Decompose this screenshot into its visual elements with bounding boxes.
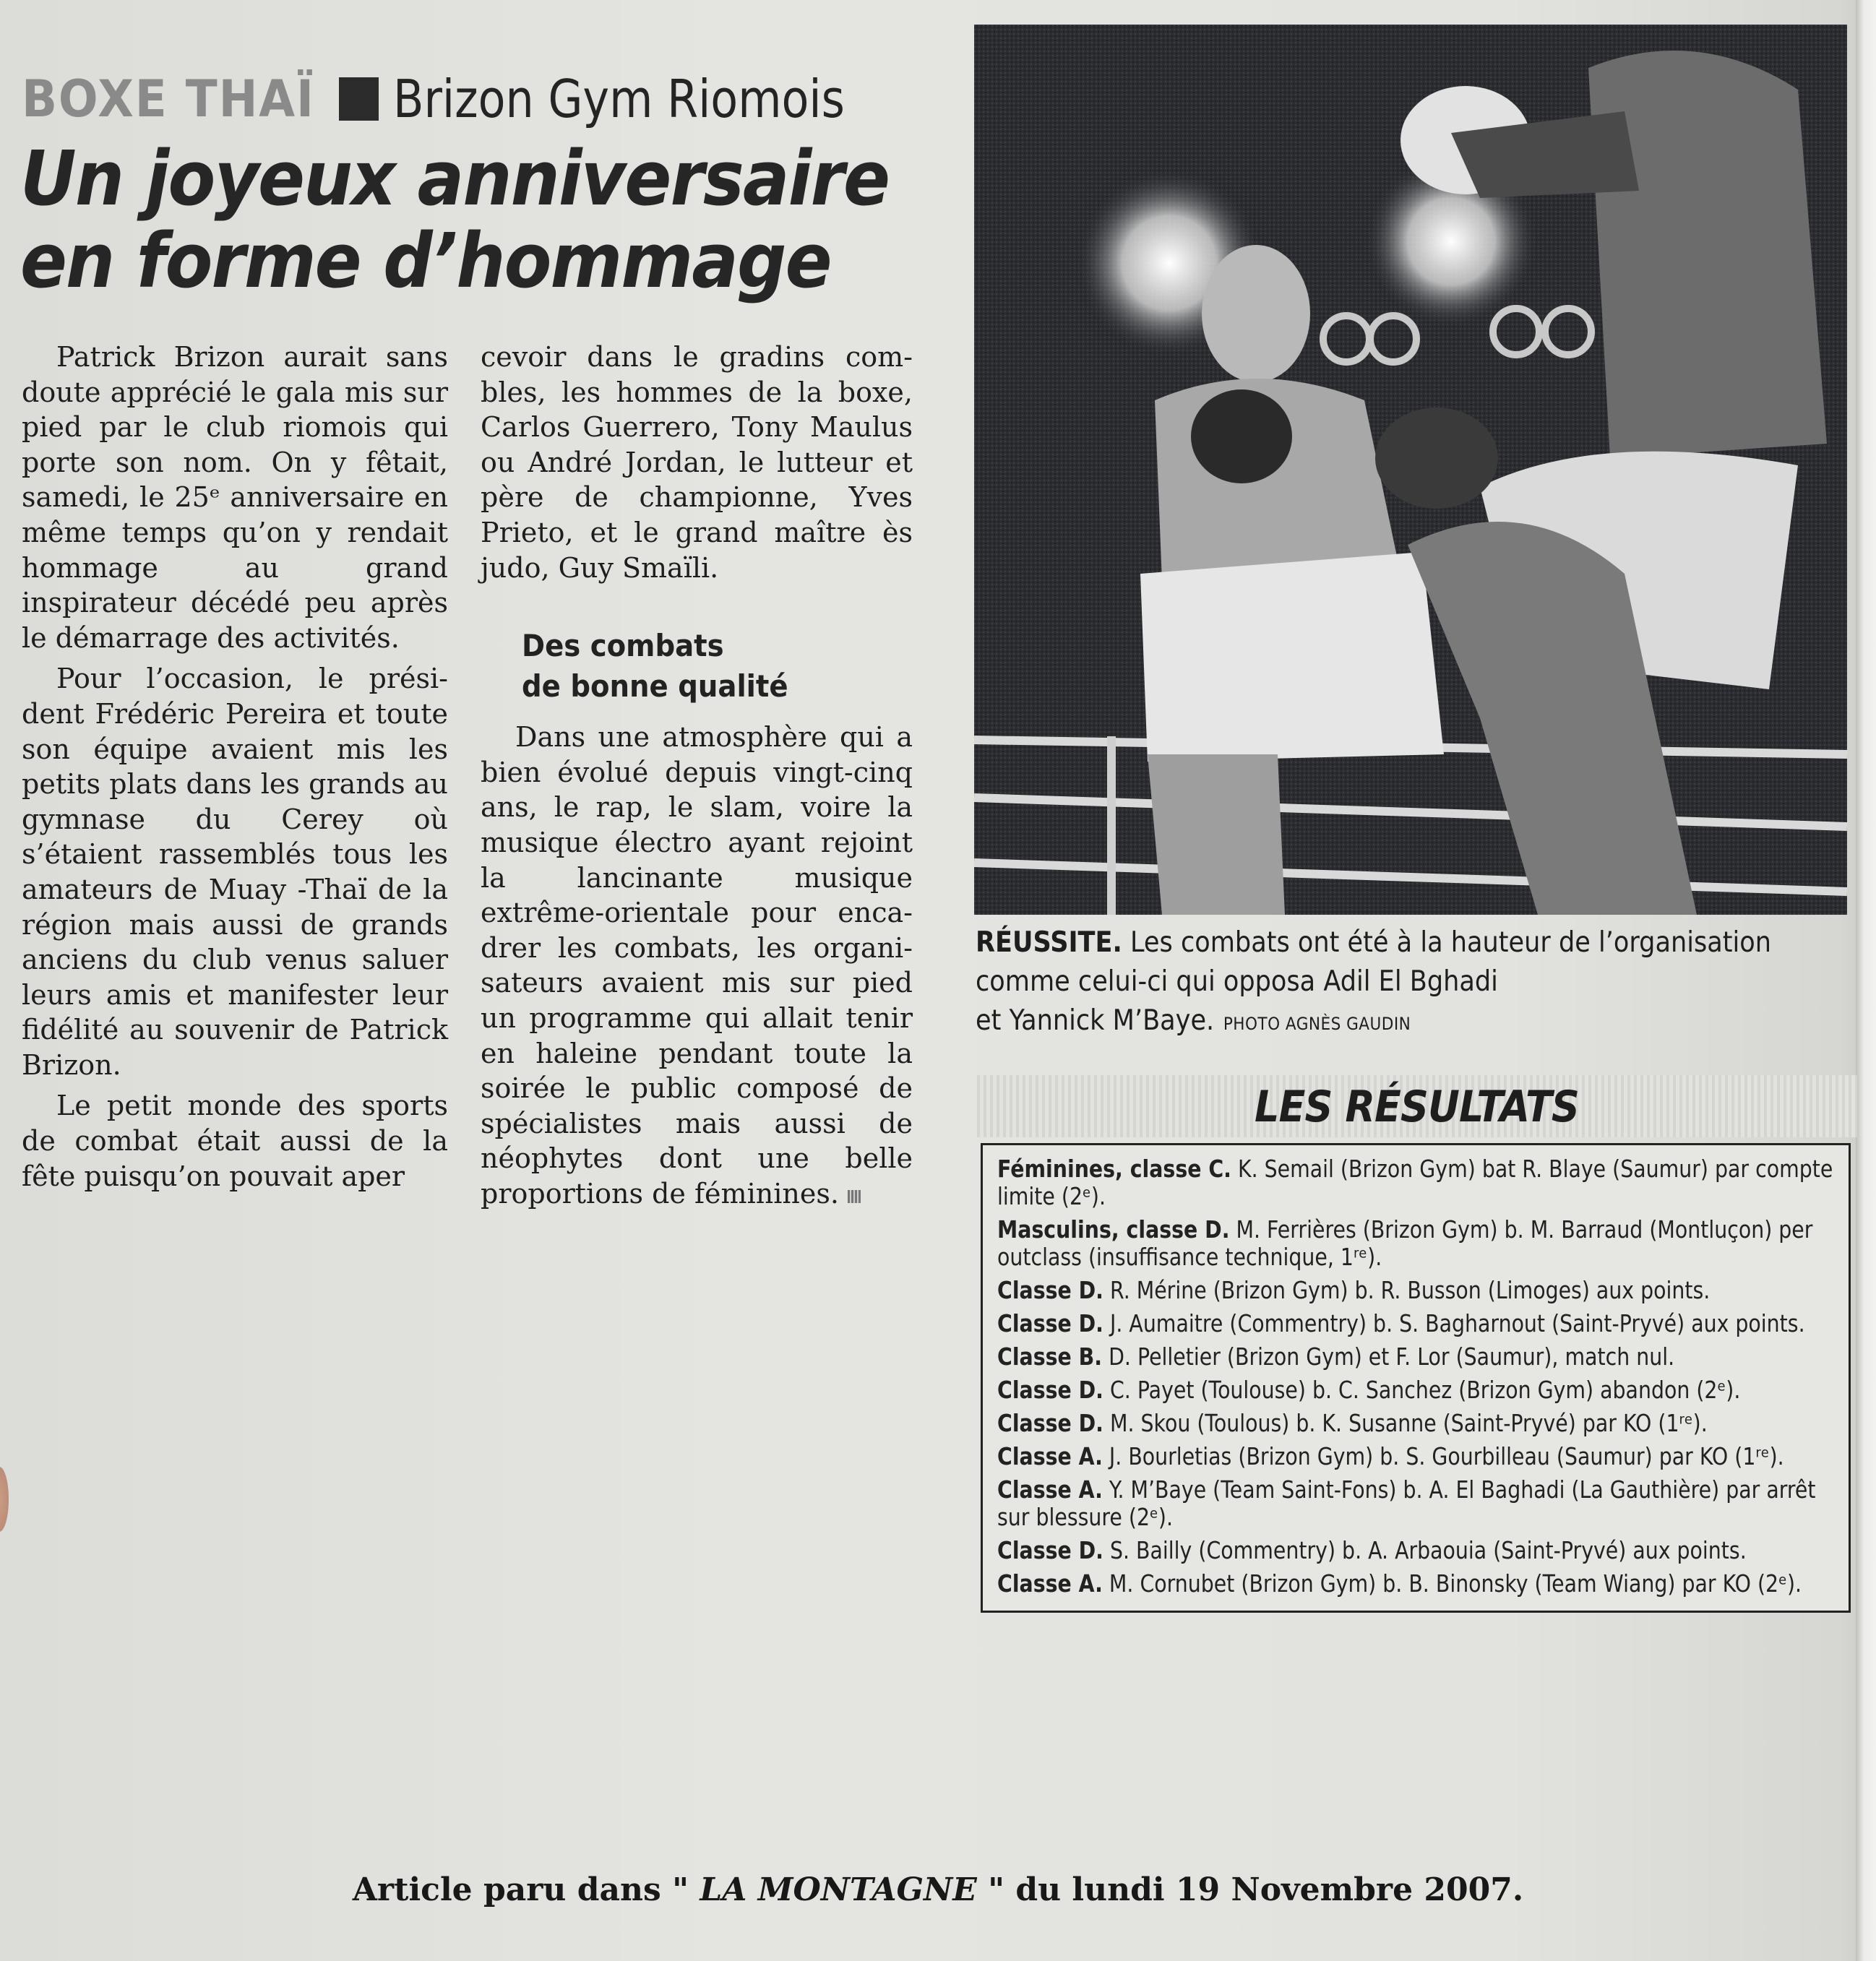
results-title (976, 1084, 1857, 1130)
rubric-label: BOXE THAÏ (22, 69, 315, 129)
paragraph: Le petit monde des sports de combat était aussi de la fête puisqu’on pouvait aper (22, 1090, 448, 1192)
result-class: Masculins, classe D. (997, 1215, 1230, 1244)
photo-credit: PHOTO AGNÈS GAUDIN (1223, 1014, 1411, 1034)
subheading-line-2: de bonne qualité (522, 668, 788, 704)
results-title-text: LES RÉSULTATS (1254, 1082, 1579, 1132)
result-class: Classe B. (997, 1342, 1103, 1371)
result-item (997, 1155, 1836, 1210)
result-item (997, 1537, 1836, 1564)
result-item (997, 1216, 1836, 1271)
paragraph: cevoir dans le gradins combles, les hommes de la boxe, Carlos Guerrero, Tony Maulus ou André Jordan, le lutteur et père de championne, Yves Prieto, et le grand maître ès judo, Guy Smaïli. (481, 341, 913, 584)
result-text: R. Mérine (Brizon Gym) b. R. Busson (Limoges) aux points. (1103, 1276, 1711, 1304)
subheading-line-1: Des combats (522, 628, 724, 664)
article-kicker (22, 66, 918, 132)
result-text: M. Ferrières (Brizon Gym) b. M. Barraud (Montluçon) per outclass (insuffisance technique, 1ʳᵉ). (997, 1215, 1813, 1271)
article-column-1 (22, 340, 448, 1199)
headline-line-2: en forme d’hommage (20, 217, 831, 305)
result-item (997, 1310, 1836, 1337)
result-item (997, 1570, 1836, 1598)
result-class: Classe A. (997, 1569, 1103, 1598)
photo-caption (976, 923, 1769, 1043)
headline-line-1: Un joyeux anniversaire (20, 134, 890, 223)
end-mark-icon (848, 1190, 861, 1203)
result-text: S. Bailly (Commentry) b. A. Arbaouia (Saint-Pryvé) aux points. (1103, 1536, 1747, 1564)
result-item (997, 1376, 1836, 1404)
result-item (997, 1277, 1836, 1304)
result-class: Classe A. (997, 1442, 1103, 1470)
photo-illustration (974, 25, 1847, 915)
result-text: K. Semail (Brizon Gym) bat R. Blaye (Saumur) par compte limite (2ᵉ). (997, 1155, 1833, 1210)
fingertip (0, 1467, 9, 1532)
fight-photo (974, 25, 1847, 915)
result-class: Classe D. (997, 1309, 1103, 1337)
caption-line-2: comme celui-ci qui opposa Adil El Bghadi (976, 965, 1498, 998)
paragraph-text: Dans une atmosphère qui a bien évolué depuis vingt-cinq ans, le rap, le slam, voire la musique électro ayant rejoint la lancinante musique extrême-orientale pour encadrer les combats, les organisateurs avaient mis sur pied un programme qui allait tenir en haleine pendant toute la soirée le public composé de spécialistes mais aussi de néophytes dont une belle proportions de féminines. (481, 721, 913, 1210)
page-fold-edge (1856, 0, 1876, 1961)
results-box (981, 1143, 1851, 1613)
footer-prefix: Article paru dans " (352, 1871, 700, 1908)
footer-suffix: " du lundi 19 Novembre 2007. (976, 1871, 1524, 1908)
caption-line-1: Les combats ont été à la hauteur de l’organisation (1130, 926, 1771, 959)
headline (20, 134, 890, 305)
result-item (997, 1410, 1836, 1437)
caption-line-3: et Yannick M’Baye. (976, 1004, 1215, 1037)
caption-lead: RÉUSSITE. (976, 926, 1122, 959)
result-item (997, 1443, 1836, 1470)
result-text: J. Bourletias (Brizon Gym) b. S. Gourbilleau (Saumur) par KO (1ʳᵉ). (1102, 1442, 1784, 1470)
result-class: Classe D. (997, 1276, 1103, 1304)
result-text: J. Aumaitre (Commentry) b. S. Bagharnout (Saint-Pryvé) aux points. (1103, 1309, 1805, 1337)
result-class: Classe D. (997, 1409, 1103, 1437)
result-text: D. Pelletier (Brizon Gym) et F. Lor (Saumur), match nul. (1102, 1342, 1675, 1371)
subheading (522, 626, 882, 707)
result-text: M. Cornubet (Brizon Gym) b. B. Binonsky (Team Wiang) par KO (2ᵉ). (1102, 1569, 1802, 1598)
paragraph: Pour l’occasion, le président Frédéric Pereira et toute son équipe avaient mis les petits plats dans les grands au gymnase du Cerey où s’étaient rassemblés tous les amateurs de Muay -Thaï de la région mais aussi de grands anciens du club venus saluer leurs amis et manifester leur fidélité au souvenir de Patrick Brizon. (22, 663, 448, 1081)
square-bullet-icon (339, 77, 379, 121)
result-class: Féminines, classe C. (997, 1155, 1231, 1183)
result-class: Classe D. (997, 1536, 1103, 1564)
club-name: Brizon Gym Riomois (393, 69, 845, 129)
result-class: Classe D. (997, 1376, 1103, 1404)
result-class: Classe A. (997, 1475, 1103, 1504)
result-item (997, 1476, 1836, 1531)
source-footer (0, 1871, 1876, 1908)
paragraph (481, 720, 913, 1211)
paragraph: Patrick Brizon aurait sans doute apprécié le gala mis sur pied par le club riomois qui porte son nom. On y fêtait, samedi, le 25ᵉ anniversaire en même temps qu’on y rendait hommage au grand inspirateur décédé peu après le démarrage des activités. (22, 341, 448, 654)
article-column-2 (481, 340, 913, 1217)
result-text: C. Payet (Toulouse) b. C. Sanchez (Brizon Gym) abandon (2ᵉ). (1103, 1376, 1741, 1404)
result-text: M. Skou (Toulous) b. K. Susanne (Saint-Pryvé) par KO (1ʳᵉ). (1103, 1409, 1708, 1437)
result-item (997, 1343, 1836, 1371)
result-text: Y. M’Baye (Team Saint-Fons) b. A. El Baghadi (La Gauthière) par arrêt sur blessure (2ᵉ). (997, 1475, 1816, 1531)
newspaper-name: LA MONTAGNE (700, 1871, 977, 1908)
